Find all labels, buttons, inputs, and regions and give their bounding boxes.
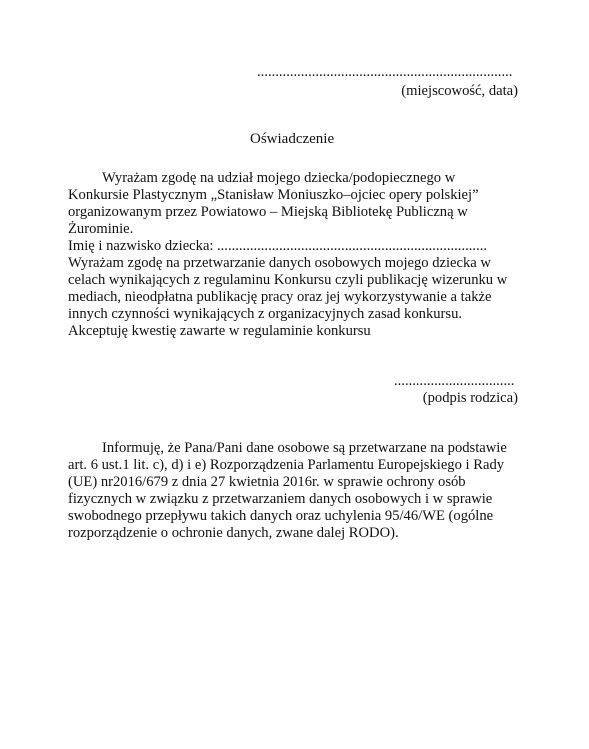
consent-line-1: Wyrażam zgodę na udział mojego dziecka/podopiecznego w	[102, 170, 456, 186]
rodo-line-4: fizycznych w związku z przetwarzaniem danych osobowych i w sprawie	[68, 491, 493, 507]
consent-line-4: Żurominie.	[68, 221, 134, 237]
data-consent-line-3: mediach, nieodpłatna publikację pracy oraz jej wykorzystywanie a także	[68, 289, 492, 305]
signature-label: (podpis rodzica)	[422, 390, 518, 406]
rodo-line-1: Informuję, że Pana/Pani dane osobowe są przetwarzane na podstawie	[102, 440, 507, 456]
child-name-label: Imię i nazwisko dziecka:	[68, 238, 214, 254]
child-name-dots: ..........................................................................	[217, 238, 487, 254]
data-consent-line-5: Akceptuję kwestię zawarte w regulaminie konkursu	[68, 323, 371, 339]
signature-dots: .................................	[394, 373, 515, 389]
document-title: Oświadczenie	[250, 131, 335, 147]
consent-line-2: Konkursie Plastycznym „Stanisław Moniuszko–ojciec opery polskiej”	[68, 187, 479, 203]
rodo-line-5: swobodnego przepływu takich danych oraz uchylenia 95/46/WE (ogólne	[68, 508, 494, 524]
data-consent-line-2: celach wynikających z regulaminu Konkursu czyli publikację wizerunku w	[68, 272, 508, 288]
place-date-dots: ......................................................................	[257, 64, 513, 80]
rodo-line-3: (UE) nr2016/679 z dnia 27 kwietnia 2016r. w sprawie ochrony osób	[68, 474, 466, 490]
data-consent-line-4: innych czynności wynikających z organizacyjnych zasad konkursu.	[68, 306, 463, 322]
place-date-label: (miejscowość, data)	[401, 83, 518, 99]
consent-line-3: organizowanym przez Powiatowo – Miejską Bibliotekę Publiczną w	[68, 204, 468, 220]
data-consent-line-1: Wyrażam zgodę na przetwarzanie danych osobowych mojego dziecka w	[68, 255, 491, 271]
rodo-line-6: rozporządzenie o ochronie danych, zwane dalej RODO).	[68, 525, 399, 541]
rodo-line-2: art. 6 ust.1 lit. c), d) i e) Rozporządzenia Parlamentu Europejskiego i Rady	[68, 457, 505, 473]
